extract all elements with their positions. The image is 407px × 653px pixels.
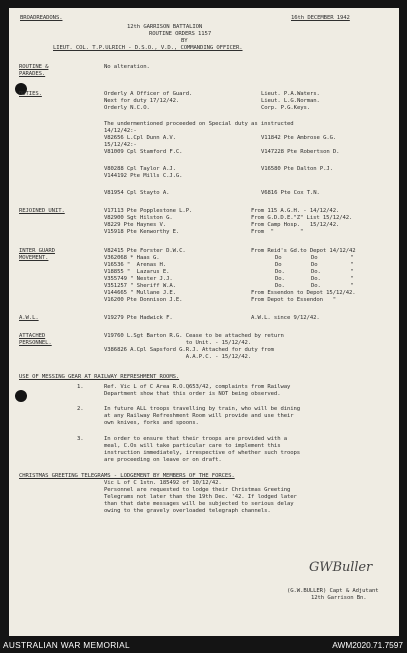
christmas-line: Vic L of C 1stn. 185492 of 10/12/42. [104,480,222,486]
rejoined-label: REJOINED UNIT. [19,208,65,214]
routine-label: ROUTINE & [19,64,49,70]
rejoined-left: V82900 Sgt Hilston G. [104,215,173,221]
special-left: V81954 Cpl Stayto A. [104,190,170,196]
rejoined-right: From Camp Hosp. 15/12/42. [251,222,340,228]
special-left: V144192 Pte Mills C.J.G. [104,173,183,179]
archive-footer [0,636,407,653]
distribution: BROADREADONS. [20,15,63,21]
attached-line: A.A.P.C. - 15/12/42. [104,354,252,360]
handwritten-signature: GWBuller [309,560,373,575]
rejoined-right: From G.D.D.E."Z" List 15/12/42. [251,215,353,221]
inter-guard-left: V18855 " Lazarus E. [104,269,170,275]
christmas-line: than that date messages will be subjected to serious delay [104,501,294,507]
attached-line: to Unit. - 15/12/42. [104,340,252,346]
special-left: V81009 Cpl Stamford F.C. [104,149,183,155]
attached-label: ATTACHED [19,333,46,339]
inter-guard-left: V144665 " Mullane J.E. [104,290,176,296]
messing-item-line: In order to ensure that their troops are provided with a [104,436,287,442]
messing-item-line: instruction immediately, irrespective of whether such troops [104,450,301,456]
special-duty-date: 14/12/42:- [104,128,137,134]
duty-row-right: Corp. P.G.Keys. [261,105,311,111]
special-left: V80288 Cpl Taylor A.J. [104,166,176,172]
special-right: V6816 Pte Cox T.N. [261,190,320,196]
christmas-line: Personnel are requested to lodge their Christmas Greeting [104,487,291,493]
rejoined-left: V15918 Pte Kenworthy E. [104,229,180,235]
messing-item-line: at any Railway Refreshment Room will provide and use their [104,413,294,419]
inter-guard-left: V355749 " Nester J.J. [104,276,173,282]
inter-guard-right: Do Do " [275,255,354,261]
special-right: V16580 Pte Dalton P.J. [261,166,333,172]
title-commander: LIEUT. COL. T.P.ULRICH - D.S.O., V.D., COMMANDING OFFICER. [53,45,243,51]
duty-row-left: Orderly A Officer of Guard. [104,91,193,97]
inter-guard-right: Do. Do. " [275,269,354,275]
messing-item-number: 1. [77,384,84,390]
title-by: BY [181,38,188,44]
inter-guard-left: V362068 * Haas G. [104,255,160,261]
special-right: V147228 Pte Robertson D. [261,149,340,155]
duty-row-right: Lieut. P.A.Waters. [261,91,320,97]
inter-guard-right: From Reid's Gd.to Depot 14/12/42 [251,248,356,254]
messing-item-line: are proceeding on leave or on draft. [104,457,222,463]
attached-label-2: PERSONNEL. [19,340,52,346]
signature-name: (G.W.BULLER) Capt & Adjutant [287,588,379,594]
accession-number: AWM2020.71.7597 [332,640,403,650]
special-left: 15/12/42:- [104,142,137,148]
inter-guard-label-2: MOVEMENT. [19,255,49,261]
christmas-line: owing to the gravely overloaded telegraph channels. [104,508,271,514]
messing-item-line: Ref. Vic L of C Area R.O.Q653/42, complaints from Railway [104,384,291,390]
duty-row-right: Lieut. L.G.Norman. [261,98,320,104]
institution-name: AUSTRALIAN WAR MEMORIAL [3,640,130,650]
attached-line: V19760 L.Sgt Barton R.G. Cease to be attached by return [104,333,284,339]
duty-row-left: Next for duty 17/12/42. [104,98,180,104]
signature-unit: 12th Garrison Bn. [311,595,367,601]
special-duty-intro: The undermentioned proceeded on Special duty as instructed [104,121,294,127]
rejoined-right: From " " [251,229,304,235]
routine-label-2: PARADES. [19,71,46,77]
inter-guard-right: Do. Do. " [275,283,354,289]
inter-guard-left: V16200 Pte Donnison J.E. [104,297,183,303]
inter-guard-left: V82415 Pte Forster D.W.C. [104,248,186,254]
inter-guard-left: V16536 " Arenas H. [104,262,167,268]
inter-guard-right: From Depot to Essendon " [251,297,336,303]
messing-item-line: Department show that this order is NOT being observed. [104,391,281,397]
christmas-line: Telegrams not later than the 19th Dec. '42. If lodged later [104,494,297,500]
messing-item-number: 3. [77,436,84,442]
document-page [9,8,399,636]
inter-guard-right: Do. Do. " [275,276,354,282]
punch-hole-bottom [15,390,27,402]
inter-guard-right: From Essendon to Depot 15/12/42. [251,290,356,296]
title-orders: ROUTINE ORDERS 1157 [149,31,212,37]
order-date: 16th DECEMBER 1942 [291,15,350,21]
inter-guard-left: V351257 " Sheriff W.A. [104,283,176,289]
duties-label: DUTIES. [19,91,42,97]
messing-item-number: 2. [77,406,84,412]
inter-guard-label: INTER GUARD [19,248,55,254]
awl-right: A.W.L. since 9/12/42. [251,315,320,321]
awl-left: V19279 Pte Hadwick F. [104,315,173,321]
messing-item-line: meal, C.Os will take particular care to implement this [104,443,281,449]
messing-item-line: In future ALL troops travelling by train, who will be dining [104,406,301,412]
duty-row-left: Orderly N.C.O. [104,105,150,111]
christmas-heading: CHRISTMAS GREETING TELEGRAMS - LODGEMENT BY MEMBERS OF THE FORCES. [19,473,235,479]
routine-text: No alteration. [104,64,150,70]
awl-label: A.W.L. [19,315,39,321]
special-left: V82656 L.Cpl Dunn A.V. [104,135,176,141]
special-right: V11842 Pte Ambrose G.G. [261,135,337,141]
messing-item-line: own knives, forks and spoons. [104,420,199,426]
inter-guard-right: Do Do " [275,262,354,268]
rejoined-left: V17113 Pte Popplestone L.P. [104,208,193,214]
messing-heading: USE OF MESSING GEAR AT RAILWAY REFRESHMENT ROOMS. [19,374,180,380]
rejoined-left: V8229 Pte Haynes V. [104,222,167,228]
title-battalion: 12th GARRISON BATTALION [127,24,203,30]
attached-line: V386826 A.Cpl Sapsford G.R.J. Attached for duty from [104,347,274,353]
rejoined-right: From 115 A.G.H. - 14/12/42. [251,208,340,214]
